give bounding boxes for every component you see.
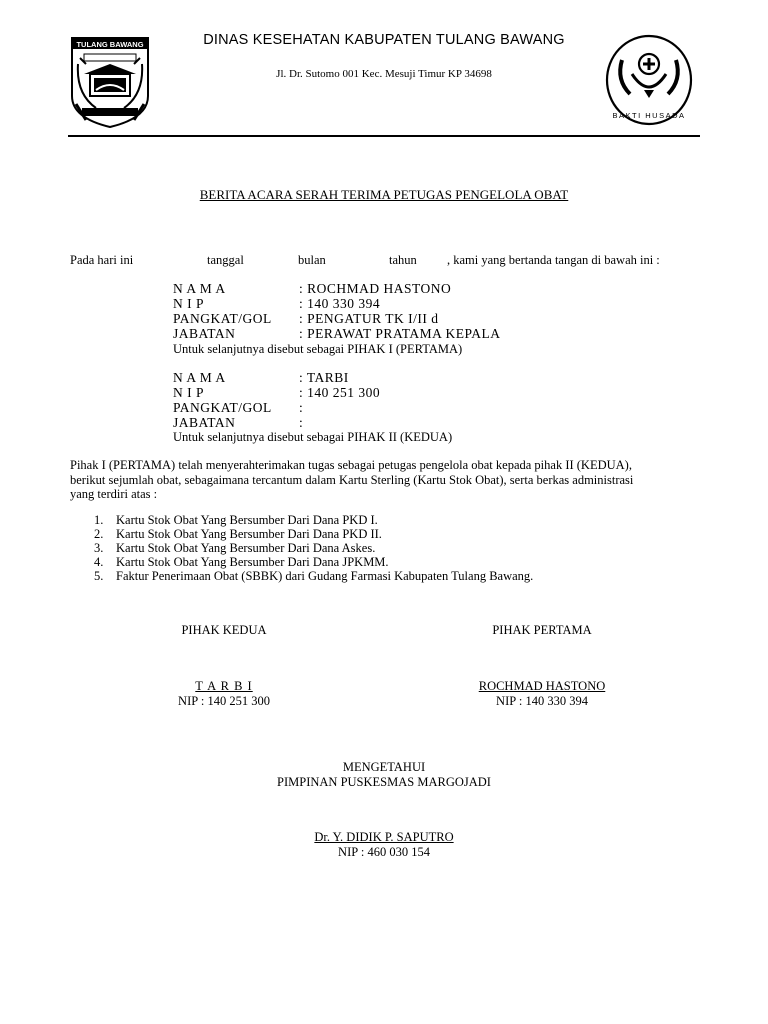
document-title: BERITA ACARA SERAH TERIMA PETUGAS PENGELOLA OBAT — [199, 187, 569, 202]
opening-word-bulan: bulan — [298, 253, 326, 267]
nip-value: : 140 330 394 — [299, 296, 381, 311]
pihak1-jabatan-row — [173, 327, 501, 341]
jabatan-value: : — [299, 415, 304, 430]
jabatan-label: JABATAN — [173, 415, 236, 430]
regency-crest-icon — [66, 34, 154, 130]
header-rule — [68, 135, 700, 137]
signature-right-nip: NIP : 140 330 394 — [496, 694, 588, 708]
pihak1-pangkat-row — [173, 312, 439, 326]
list-item-text: Faktur Penerimaan Obat (SBBK) dari Gudang Farmasi Kabupaten Tulang Bawang. — [116, 569, 534, 583]
pihak2-nama-row — [173, 371, 349, 385]
bakti-husada-emblem-icon — [604, 34, 694, 126]
nip-label: N I P — [173, 385, 205, 400]
pangkat-value: : PENGATUR TK I/II d — [299, 311, 439, 326]
signature-right — [442, 623, 642, 709]
signature-right-role: PIHAK PERTAMA — [492, 623, 592, 637]
pihak2-pangkat-row — [173, 401, 303, 415]
list-item — [94, 513, 694, 527]
opening-line — [0, 253, 768, 269]
nip-label: N I P — [173, 296, 205, 311]
agency-name: DINAS KESEHATAN KABUPATEN TULANG BAWANG — [203, 32, 565, 48]
list-item-text: Kartu Stok Obat Yang Bersumber Dari Dana Askes. — [116, 541, 376, 555]
approval-block — [184, 760, 584, 860]
pangkat-value: : — [299, 400, 304, 415]
opening-word-rest: , kami yang bertanda tangan di bawah ini : — [447, 253, 660, 267]
approval-line-1: MENGETAHUI — [342, 760, 426, 774]
nama-value: : TARBI — [299, 370, 349, 385]
nama-label: N A M A — [173, 370, 226, 385]
list-item-number: 5. — [94, 569, 104, 583]
list-item — [94, 569, 694, 583]
list-item — [94, 555, 694, 569]
signature-right-name: ROCHMAD HASTONO — [478, 679, 606, 693]
opening-word-tahun: tahun — [389, 253, 417, 267]
body-paragraph — [70, 458, 700, 502]
list-item — [94, 527, 694, 541]
pihak1-nama-row — [173, 282, 451, 296]
jabatan-label: JABATAN — [173, 326, 236, 341]
jabatan-value: : PERAWAT PRATAMA KEPALA — [299, 326, 501, 341]
list-item-text: Kartu Stok Obat Yang Bersumber Dari Dana PKD I. — [116, 513, 378, 527]
pihak1-nip-row — [173, 297, 380, 311]
document-list — [94, 513, 694, 583]
approval-line-2: PIMPINAN PUSKESMAS MARGOJADI — [277, 775, 491, 789]
opening-word-hari: Pada hari ini — [70, 253, 134, 267]
approval-nip: NIP : 460 030 154 — [338, 845, 430, 859]
signature-left-nip: NIP : 140 251 300 — [178, 694, 270, 708]
signature-left-name: T A R B I — [195, 679, 253, 693]
pihak2-nip-row — [173, 386, 380, 400]
signature-left — [124, 623, 324, 709]
pangkat-label: PANGKAT/GOL — [173, 400, 272, 415]
list-item — [94, 541, 694, 555]
list-item-text: Kartu Stok Obat Yang Bersumber Dari Dana JPKMM. — [116, 555, 389, 569]
list-item-text: Kartu Stok Obat Yang Bersumber Dari Dana PKD II. — [116, 527, 382, 541]
signature-left-role: PIHAK KEDUA — [181, 623, 267, 637]
letterhead — [0, 0, 768, 140]
emblem-text: BAKTI HUSADA — [612, 111, 686, 120]
pihak1-note: Untuk selanjutnya disebut sebagai PIHAK I (PERTAMA) — [173, 342, 463, 356]
pihak2-note: Untuk selanjutnya disebut sebagai PIHAK II (KEDUA) — [173, 430, 453, 444]
list-item-number: 2. — [94, 527, 104, 541]
body-line-3: yang terdiri atas : — [70, 487, 158, 501]
nip-value: : 140 251 300 — [299, 385, 381, 400]
body-line-1: Pihak I (PERTAMA) telah menyerahterimakan tugas sebagai petugas pengelola obat kepada pihak II (KEDUA), — [70, 458, 632, 472]
opening-word-tanggal: tanggal — [207, 253, 244, 267]
pangkat-label: PANGKAT/GOL — [173, 311, 272, 326]
agency-address: Jl. Dr. Sutomo 001 Kec. Mesuji Timur KP 34698 — [276, 68, 492, 80]
nama-value: : ROCHMAD HASTONO — [299, 281, 452, 296]
approval-name: Dr. Y. DIDIK P. SAPUTRO — [314, 830, 454, 844]
list-item-number: 1. — [94, 513, 104, 527]
body-line-2: berikut sejumlah obat, sebagaimana tercantum dalam Kartu Sterling (Kartu Stok Obat), serta berkas administrasi — [70, 472, 634, 487]
list-item-number: 3. — [94, 541, 104, 555]
list-item-number: 4. — [94, 555, 104, 569]
nama-label: N A M A — [173, 281, 226, 296]
pihak2-jabatan-row — [173, 416, 303, 430]
crest-text: TULANG BAWANG — [76, 40, 144, 49]
